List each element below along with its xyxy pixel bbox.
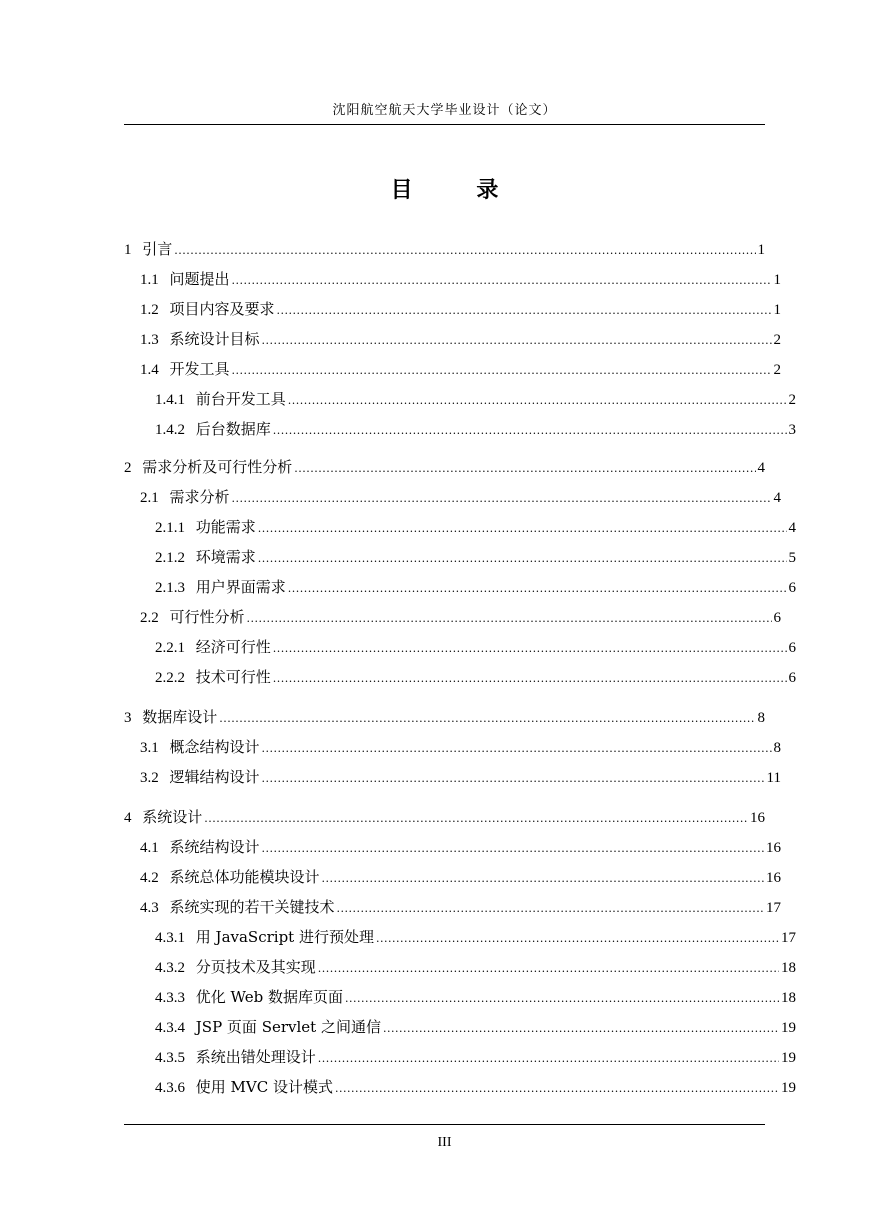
toc-entry-title: JSP 页面 Servlet 之间通信 <box>195 1018 381 1036</box>
toc-entry-label <box>140 354 232 385</box>
toc-entry-label <box>124 234 174 265</box>
toc-entry-label <box>155 1042 318 1073</box>
toc-entry-number: 2.2.1 <box>155 640 185 656</box>
toc-entry-title: 可行性分析 <box>169 608 245 626</box>
dot-leader <box>294 452 755 482</box>
toc-entry[interactable] <box>124 862 781 892</box>
toc-entry-page: 1 <box>773 302 781 318</box>
toc-entry[interactable] <box>124 294 781 324</box>
toc-entry[interactable] <box>124 324 781 354</box>
toc-entry-page: 16 <box>750 810 765 826</box>
toc-entry[interactable] <box>124 542 796 572</box>
toc-entry[interactable] <box>124 384 796 414</box>
toc-entry-number: 1.4.1 <box>155 392 185 408</box>
toc-entry-number: 4.3.1 <box>155 930 185 946</box>
toc-entry-page: 8 <box>773 740 781 756</box>
toc-entry-title: 系统出错处理设计 <box>195 1048 316 1066</box>
toc-entry-label <box>155 662 273 693</box>
toc-entry-title: 开发工具 <box>169 360 230 378</box>
toc-entry-number: 4.1 <box>140 840 159 856</box>
dot-leader <box>335 1072 779 1102</box>
toc-entry-title: 系统总体功能模块设计 <box>169 868 320 886</box>
toc-entry[interactable] <box>124 572 796 602</box>
toc-entry-number: 4 <box>124 810 132 826</box>
dot-leader <box>322 862 764 892</box>
toc-entry[interactable] <box>124 482 781 512</box>
toc-entry[interactable] <box>124 414 796 444</box>
toc-entry[interactable] <box>124 1072 796 1102</box>
toc-entry-number: 2.2 <box>140 610 159 626</box>
toc-entry-page: 17 <box>781 930 796 946</box>
toc-entry-title: 项目内容及要求 <box>169 300 275 318</box>
toc-entry-label <box>155 1072 335 1103</box>
toc-entry-number: 1 <box>124 242 132 258</box>
toc-entry-page: 5 <box>788 550 796 566</box>
toc-entry-page: 1 <box>757 242 765 258</box>
toc-entry-label <box>155 982 345 1013</box>
toc-entry-page: 6 <box>788 580 796 596</box>
toc-entry-page: 6 <box>788 640 796 656</box>
toc-entry-label <box>155 512 258 543</box>
dot-leader <box>174 234 755 264</box>
toc-entry-title: 需求分析 <box>169 488 230 506</box>
toc-entry-number: 3.2 <box>140 770 159 786</box>
toc-entry-number: 1.3 <box>140 332 159 348</box>
toc-entry-number: 3.1 <box>140 740 159 756</box>
toc-entry[interactable] <box>124 264 781 294</box>
toc-entry-page: 16 <box>766 870 781 886</box>
toc-entry-number: 4.3.2 <box>155 960 185 976</box>
page-number: III <box>437 1135 452 1150</box>
toc-entry-page: 19 <box>781 1080 796 1096</box>
toc-entry-label <box>140 762 262 793</box>
dot-leader <box>318 1042 779 1072</box>
dot-leader <box>262 732 772 762</box>
toc-entry-label <box>155 542 258 573</box>
toc-entry-page: 11 <box>766 770 781 786</box>
toc-entry-title: 优化 Web 数据库页面 <box>195 988 343 1006</box>
toc-entry[interactable] <box>124 732 781 762</box>
toc-entry-label <box>140 482 232 513</box>
toc-entry[interactable] <box>124 802 765 832</box>
dot-leader <box>273 662 787 692</box>
toc-entry-title: 需求分析及可行性分析 <box>142 458 293 476</box>
toc-entry-title: 技术可行性 <box>195 668 271 686</box>
toc-entry-title: 使用 MVC 设计模式 <box>195 1078 333 1096</box>
toc-entry-label <box>140 862 322 893</box>
toc-entry[interactable] <box>124 982 796 1012</box>
toc-entry-label <box>155 572 288 603</box>
toc-entry-label <box>124 802 204 833</box>
toc-entry-title: 系统结构设计 <box>169 838 260 856</box>
toc-entry-page: 2 <box>773 362 781 378</box>
toc-entry-label <box>124 702 219 733</box>
toc-entry-page: 17 <box>766 900 781 916</box>
toc-entry-number: 1.1 <box>140 272 159 288</box>
toc-entry-page: 18 <box>781 990 796 1006</box>
toc-entry-title: 逻辑结构设计 <box>169 768 260 786</box>
toc-entry-title: 引言 <box>142 240 173 258</box>
toc-entry-page: 1 <box>773 272 781 288</box>
toc-entry-title: 概念结构设计 <box>169 738 260 756</box>
toc-entry-label <box>140 832 262 863</box>
toc-entry-page: 6 <box>773 610 781 626</box>
header-rule <box>124 124 765 125</box>
toc-entry-page: 2 <box>788 392 796 408</box>
toc-entry[interactable] <box>124 762 781 792</box>
toc-entry-number: 2.1 <box>140 490 159 506</box>
dot-leader <box>247 602 772 632</box>
toc-entry-title: 前台开发工具 <box>195 390 286 408</box>
page-title: 目 录 <box>390 177 527 203</box>
toc-entry[interactable] <box>124 832 781 862</box>
dot-leader <box>383 1012 779 1042</box>
toc-entry-label <box>155 632 273 663</box>
dot-leader <box>232 354 772 384</box>
toc-entry-number: 1.2 <box>140 302 159 318</box>
toc-entry[interactable] <box>124 234 765 264</box>
toc-entry-number: 1.4 <box>140 362 159 378</box>
toc-entry-number: 4.3.3 <box>155 990 185 1006</box>
toc-entry-page: 4 <box>773 490 781 506</box>
dot-leader <box>337 892 764 922</box>
toc-entry-number: 4.3.4 <box>155 1020 185 1036</box>
dot-leader <box>258 542 787 572</box>
dot-leader <box>277 294 772 324</box>
toc-entry-number: 4.2 <box>140 870 159 886</box>
toc-entry-number: 1.4.2 <box>155 422 185 438</box>
toc-entry[interactable] <box>124 952 796 982</box>
toc-entry-page: 19 <box>781 1050 796 1066</box>
dot-leader <box>262 762 765 792</box>
toc-entry-page: 19 <box>781 1020 796 1036</box>
toc-entry-label <box>124 452 294 483</box>
dot-leader <box>376 922 779 952</box>
toc-entry[interactable] <box>124 922 796 952</box>
dot-leader <box>288 572 787 602</box>
dot-leader <box>219 702 755 732</box>
toc-entry[interactable] <box>124 512 796 542</box>
toc-entry-label <box>140 294 277 325</box>
toc-entry-label <box>155 384 288 415</box>
toc-entry-label <box>155 1012 383 1043</box>
toc-entry-label <box>155 414 273 445</box>
dot-leader <box>273 632 787 662</box>
dot-leader <box>262 324 772 354</box>
toc-entry-title: 系统设计 <box>142 808 203 826</box>
toc-entry-page: 4 <box>757 460 765 476</box>
dot-leader <box>262 832 764 862</box>
footer-rule <box>124 1124 765 1125</box>
toc-entry-page: 2 <box>773 332 781 348</box>
toc-entry-title: 环境需求 <box>195 548 256 566</box>
toc-entry-page: 4 <box>788 520 796 536</box>
toc-entry-page: 18 <box>781 960 796 976</box>
toc-entry[interactable] <box>124 602 781 632</box>
toc-entry-number: 4.3.6 <box>155 1080 185 1096</box>
dot-leader <box>232 482 772 512</box>
toc-entry[interactable] <box>124 354 781 384</box>
toc-entry-title: 用 JavaScript 进行预处理 <box>195 928 374 946</box>
toc-entry-title: 分页技术及其实现 <box>195 958 316 976</box>
toc-entry[interactable] <box>124 702 765 732</box>
toc-entry[interactable] <box>124 632 796 662</box>
toc-entry-title: 后台数据库 <box>195 420 271 438</box>
toc-entry[interactable] <box>124 662 796 692</box>
toc-entry-number: 2.1.2 <box>155 550 185 566</box>
dot-leader <box>232 264 772 294</box>
dot-leader <box>204 802 748 832</box>
toc-entry-title: 问题提出 <box>169 270 230 288</box>
toc-entry-title: 系统设计目标 <box>169 330 260 348</box>
dot-leader <box>345 982 779 1012</box>
toc-entry-page: 16 <box>766 840 781 856</box>
dot-leader <box>258 512 787 542</box>
toc-entry-title: 功能需求 <box>195 518 256 536</box>
toc-entry-number: 2.1.3 <box>155 580 185 596</box>
toc-entry[interactable] <box>124 1042 796 1072</box>
toc-entry-number: 2.2.2 <box>155 670 185 686</box>
dot-leader <box>288 384 787 414</box>
toc-entry-title: 经济可行性 <box>195 638 271 656</box>
toc-entry-page: 3 <box>788 422 796 438</box>
toc-entry[interactable] <box>124 1012 796 1042</box>
toc-entry-number: 3 <box>124 710 132 726</box>
toc-entry-title: 数据库设计 <box>142 708 218 726</box>
dot-leader <box>318 952 779 982</box>
toc-entry-title: 系统实现的若干关键技术 <box>169 898 335 916</box>
toc-entry-label <box>140 324 262 355</box>
toc-entry-number: 4.3.5 <box>155 1050 185 1066</box>
toc-entry-number: 4.3 <box>140 900 159 916</box>
toc-entry-number: 2 <box>124 460 132 476</box>
toc-entry-label <box>140 892 337 923</box>
toc-entry-label <box>140 732 262 763</box>
toc-entry[interactable] <box>124 892 781 922</box>
toc-entry-number: 2.1.1 <box>155 520 185 536</box>
toc-entry-label <box>140 264 232 295</box>
toc-entry-label <box>155 922 376 953</box>
toc-entry-title: 用户界面需求 <box>195 578 286 596</box>
dot-leader <box>273 414 787 444</box>
toc-entry-label <box>140 602 247 633</box>
running-header: 沈阳航空航天大学毕业设计（论文） <box>332 103 557 118</box>
toc-entry[interactable] <box>124 452 765 482</box>
toc-entry-page: 6 <box>788 670 796 686</box>
toc-entry-label <box>155 952 318 983</box>
toc-entry-page: 8 <box>757 710 765 726</box>
